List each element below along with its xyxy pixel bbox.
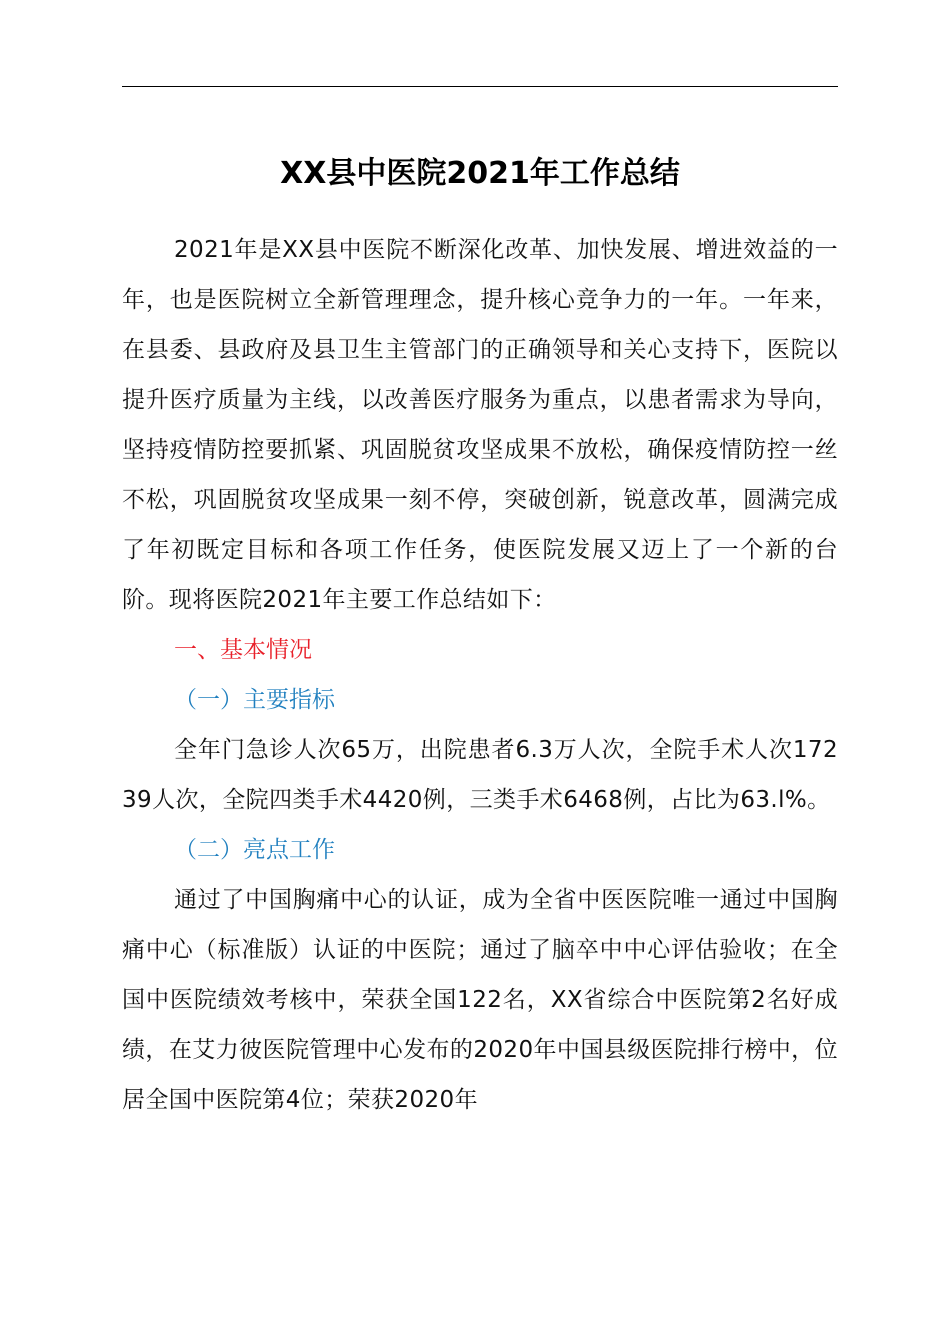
section-heading-basic-situation: 一、基本情况 (174, 637, 312, 663)
intro-paragraph: 2021年是XX县中医院不断深化改革、加快发展、增进效益的一年，也是医院树立全新管理理念，提升核心竞争力的一年。一年来，在县委、县政府及县卫生主管部门的正确领导和关心支持下，医院以提升医疗质量为主线，以改善医疗服务为重点，以患者需求为导向，坚持疫情防控要抓紧、巩固脱贫攻坚成果不放松，确保疫情防控一丝不松，巩固脱贫攻坚成果一刻不停，突破创新，锐意改革，圆满完成了年初既定目标和各项工作任务，使医院发展又迈上了一个新的台阶。现将医院2021年主要工作总结如下： (122, 237, 838, 613)
header-rule (122, 86, 838, 87)
subsection-heading-main-indicators: （一）主要指标 (174, 687, 335, 713)
document-body (122, 225, 838, 1125)
main-indicators-paragraph: 全年门急诊人次65万，出院患者6.3万人次，全院手术人次17239人次，全院四类手术4420例，三类手术6468例，占比为63.l%。 (122, 737, 838, 813)
subsection-heading-highlights: （二）亮点工作 (174, 837, 335, 863)
document-title: XX县中医院2021年工作总结 (280, 156, 680, 191)
highlights-paragraph: 通过了中国胸痛中心的认证，成为全省中医医院唯一通过中国胸痛中心（标准版）认证的中医院；通过了脑卒中中心评估验收；在全国中医院绩效考核中，荣获全国122名，XX省综合中医院第2名好成绩，在艾力彼医院管理中心发布的2020年中国县级医院排行榜中，位居全国中医院第4位；荣获2020年 (122, 887, 838, 1113)
